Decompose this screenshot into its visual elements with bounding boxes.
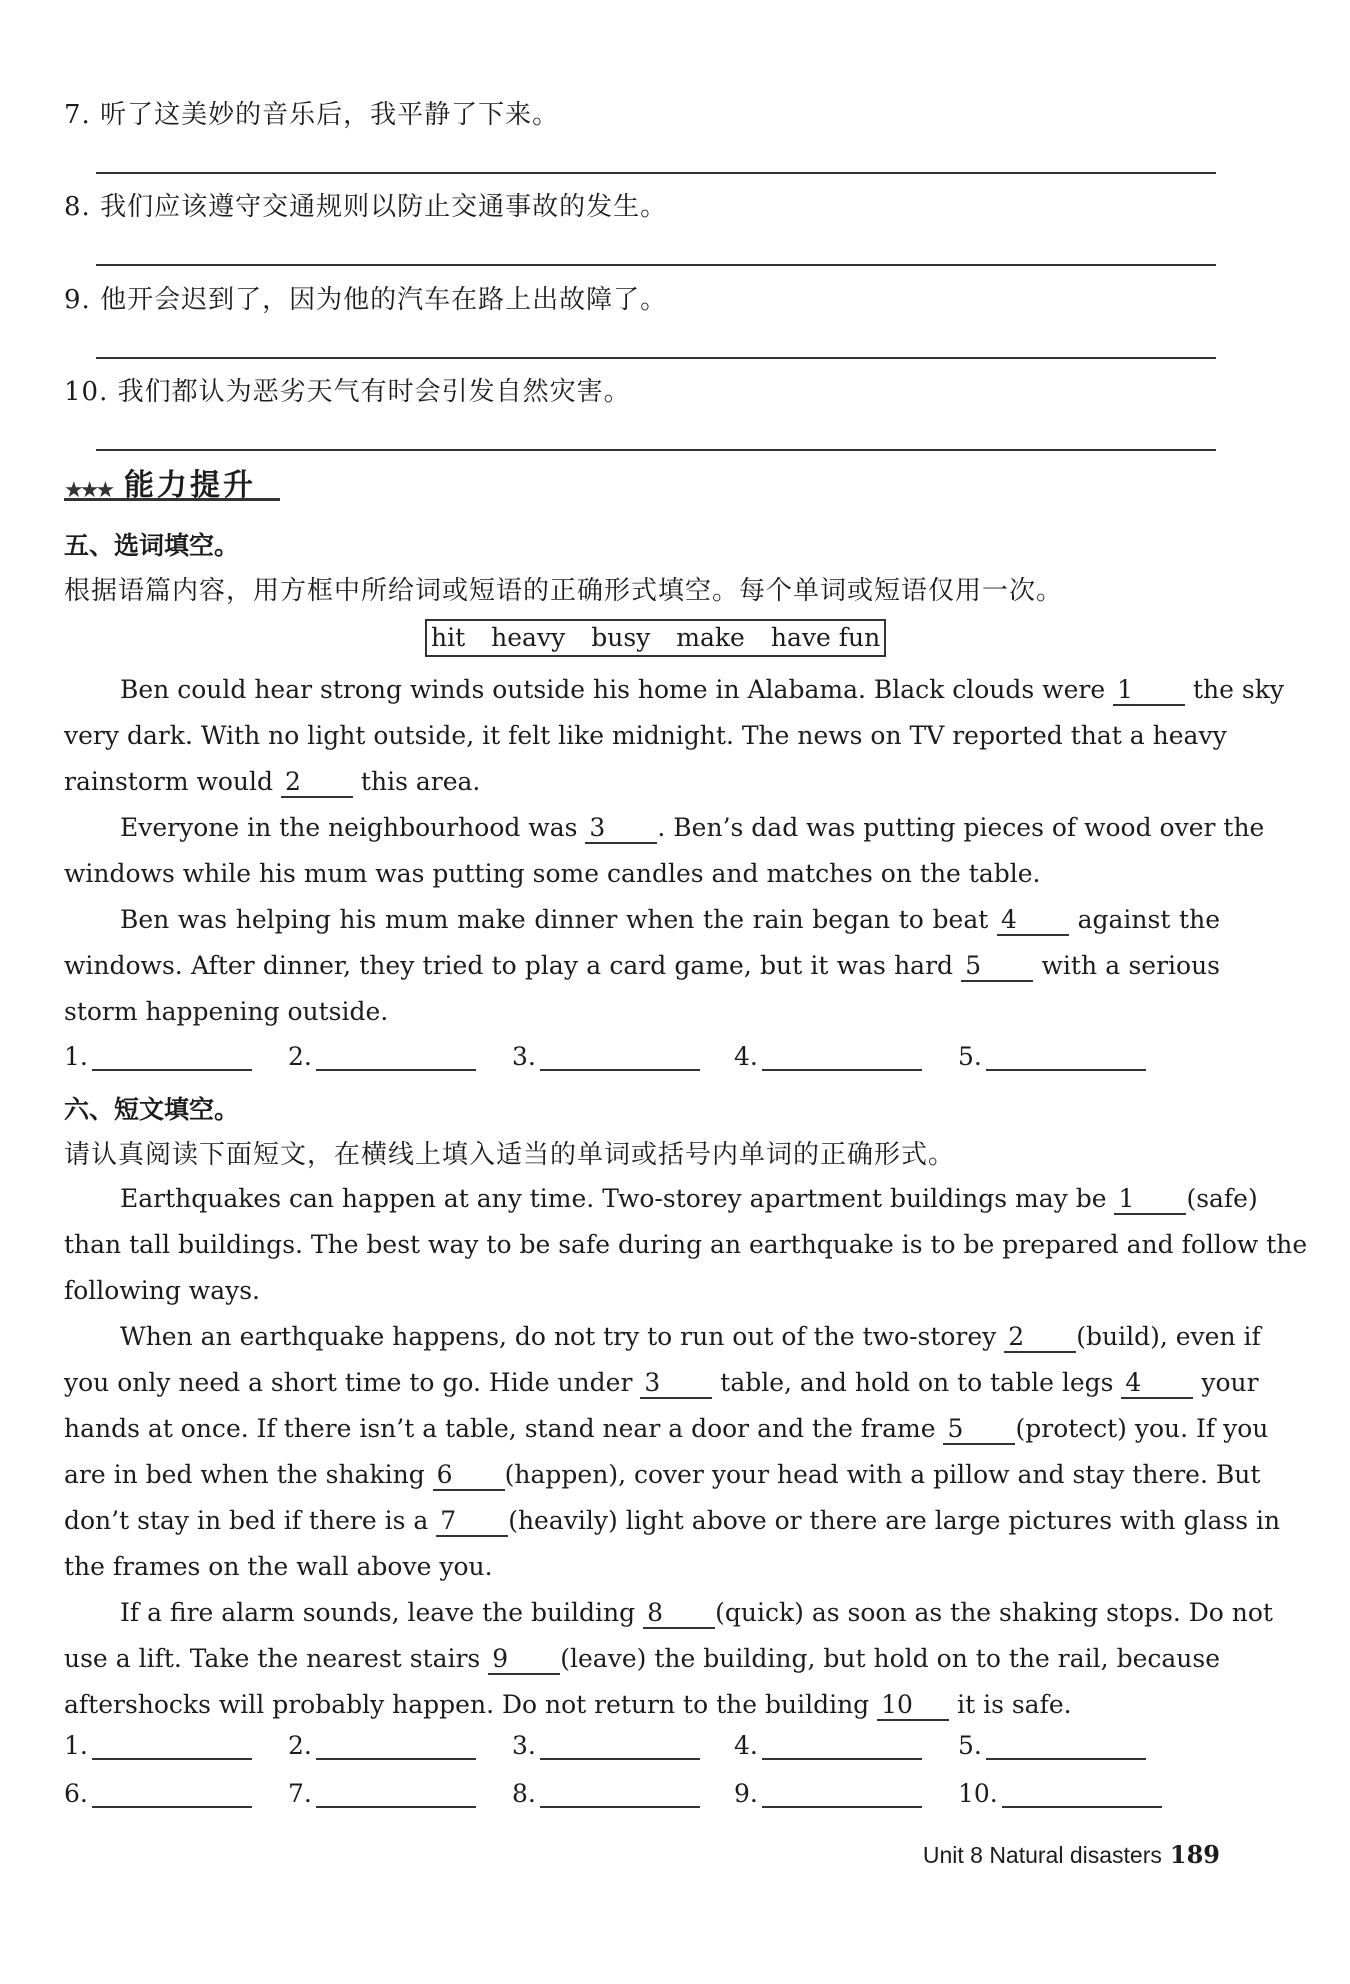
passage-line <box>64 1503 1281 1539</box>
passage-text: When an earthquake happens, do not try to run out of the two-storey <box>120 1322 1005 1351</box>
passage-text: this area. <box>352 767 481 796</box>
answer-line-7[interactable] <box>96 172 1216 174</box>
blank-number[interactable]: 3 <box>585 814 657 844</box>
section-banner <box>64 460 280 504</box>
answer-slot[interactable]: 2. <box>288 1731 476 1760</box>
passage-line <box>120 810 1265 846</box>
passage-line <box>64 1687 1220 1723</box>
banner-title: 能力提升 <box>124 468 256 503</box>
translation-question-10: 10. 我们都认为恶劣天气有时会引发自然灾害。 <box>64 377 631 407</box>
word-box-item: hit <box>431 623 466 652</box>
passage-text: windows. After dinner, they tried to play a card game, but it was hard <box>64 951 962 980</box>
passage-text: you only need a short time to go. Hide under <box>64 1368 641 1397</box>
passage-line <box>64 1411 1269 1447</box>
answer-slot[interactable]: 4. <box>734 1042 922 1071</box>
answer-slot[interactable]: 3. <box>512 1042 700 1071</box>
banner-underline <box>64 498 280 501</box>
page-number: 189 <box>1169 1840 1220 1869</box>
passage-text: (happen), cover your head with a pillow and stay there. But <box>504 1460 1261 1489</box>
passage-line <box>64 1641 1220 1677</box>
passage-text: use a lift. Take the nearest stairs <box>64 1644 489 1673</box>
passage-text: your <box>1193 1368 1259 1397</box>
answer-slot[interactable]: 7. <box>288 1779 476 1808</box>
blank-number[interactable]: 1 <box>1113 676 1185 706</box>
blank-number[interactable]: 1 <box>1114 1185 1186 1215</box>
passage-text: Ben could hear strong winds outside his home in Alabama. Black clouds were <box>120 675 1114 704</box>
answer-slot[interactable]: 1. <box>64 1042 252 1071</box>
answer-slot[interactable]: 6. <box>64 1779 252 1808</box>
word-box-item: have fun <box>770 623 881 652</box>
passage-text: the sky <box>1185 675 1285 704</box>
passage-text: (quick) as soon as the shaking stops. Do not <box>715 1598 1273 1627</box>
word-box-item: busy <box>591 623 651 652</box>
passage-text: the frames on the wall above you. <box>64 1552 493 1581</box>
blank-number[interactable]: 10 <box>877 1691 949 1721</box>
blank-number[interactable]: 3 <box>640 1369 712 1399</box>
page-footer <box>923 1840 1220 1869</box>
passage-text: (safe) <box>1186 1184 1258 1213</box>
section5-instruction: 根据语篇内容，用方框中所给词或短语的正确形式填空。每个单词或短语仅用一次。 <box>64 576 1064 606</box>
passage-line <box>120 1181 1258 1217</box>
translation-question-9: 9. 他开会迟到了，因为他的汽车在路上出故障了。 <box>64 285 668 315</box>
answer-slot[interactable]: 1. <box>64 1731 252 1760</box>
passage-text: storm happening outside. <box>64 997 389 1026</box>
answer-line-8[interactable] <box>96 264 1216 266</box>
answer-line-10[interactable] <box>96 449 1216 451</box>
passage-line <box>64 764 1220 800</box>
passage-line <box>120 672 1285 708</box>
passage-text: than tall buildings. The best way to be safe during an earthquake is to be prepared and follow the <box>64 1230 1308 1259</box>
passage-text: (protect) you. If you <box>1015 1414 1269 1443</box>
passage-text: Earthquakes can happen at any time. Two-storey apartment buildings may be <box>120 1184 1115 1213</box>
answer-slot[interactable]: 5. <box>958 1042 1146 1071</box>
section6-heading: 六、短文填空。 <box>64 1095 240 1124</box>
answer-slot[interactable]: 9. <box>734 1779 922 1808</box>
passage-text: (heavily) light above or there are large pictures with glass in <box>508 1506 1281 1535</box>
section5-heading: 五、选词填空。 <box>64 531 240 560</box>
passage-line <box>120 1319 1261 1355</box>
section6-instruction: 请认真阅读下面短文，在横线上填入适当的单词或括号内单词的正确形式。 <box>64 1140 956 1170</box>
passage-text: . Ben’s dad was putting pieces of wood over the <box>657 813 1265 842</box>
passage-text: (build), even if <box>1076 1322 1261 1351</box>
passage-text: aftershocks will probably happen. Do not return to the building <box>64 1690 878 1719</box>
answer-slot[interactable]: 10. <box>958 1779 1162 1808</box>
passage-line <box>64 718 1227 754</box>
passage-text: against the <box>1068 905 1220 934</box>
passage-text: with a serious <box>1033 951 1220 980</box>
answer-slot[interactable]: 4. <box>734 1731 922 1760</box>
passage-text: rainstorm would <box>64 767 281 796</box>
passage-line <box>64 1227 1308 1263</box>
answer-slot[interactable]: 2. <box>288 1042 476 1071</box>
passage-text: are in bed when the shaking <box>64 1460 433 1489</box>
word-box <box>425 619 886 657</box>
passage-line <box>64 1457 1261 1493</box>
passage-text: it is safe. <box>949 1690 1072 1719</box>
passage-line <box>64 994 1220 1030</box>
blank-number[interactable]: 7 <box>436 1507 508 1537</box>
unit-title: Unit 8 Natural disasters <box>922 1842 1162 1868</box>
passage-line <box>120 1595 1273 1631</box>
passage-text: (leave) the building, but hold on to the rail, because <box>560 1644 1221 1673</box>
blank-number[interactable]: 2 <box>1004 1323 1076 1353</box>
passage-text: If a fire alarm sounds, leave the building <box>120 1598 644 1627</box>
blank-number[interactable]: 6 <box>433 1461 505 1491</box>
blank-number[interactable]: 8 <box>643 1599 715 1629</box>
passage-line <box>64 948 1220 984</box>
passage-text: following ways. <box>64 1276 260 1305</box>
answer-slot[interactable]: 3. <box>512 1731 700 1760</box>
word-box-item: heavy <box>491 623 566 652</box>
blank-number[interactable]: 5 <box>961 952 1033 982</box>
passage-text: table, and hold on to table legs <box>712 1368 1122 1397</box>
answer-slot[interactable]: 8. <box>512 1779 700 1808</box>
passage-line <box>64 1549 1220 1585</box>
blank-number[interactable]: 9 <box>488 1645 560 1675</box>
translation-question-8: 8. 我们应该遵守交通规则以防止交通事故的发生。 <box>64 192 668 222</box>
passage-text: Ben was helping his mum make dinner when the rain began to beat <box>120 905 997 934</box>
passage-text: don’t stay in bed if there is a <box>64 1506 437 1535</box>
blank-number[interactable]: 4 <box>997 906 1069 936</box>
passage-text: Everyone in the neighbourhood was <box>120 813 586 842</box>
passage-line <box>64 1365 1259 1401</box>
blank-number[interactable]: 2 <box>281 768 353 798</box>
blank-number[interactable]: 4 <box>1121 1369 1193 1399</box>
passage-text: very dark. With no light outside, it felt like midnight. The news on TV reported that a heavy <box>64 721 1227 750</box>
stars-icon: ★★★ <box>64 478 112 503</box>
passage-text: windows while his mum was putting some candles and matches on the table. <box>64 859 1041 888</box>
passage-line <box>64 1273 1220 1309</box>
translation-question-7: 7. 听了这美妙的音乐后，我平静了下来。 <box>64 100 560 130</box>
answer-slot[interactable]: 5. <box>958 1731 1146 1760</box>
passage-line <box>64 856 1220 892</box>
blank-number[interactable]: 5 <box>943 1415 1015 1445</box>
word-box-item: make <box>676 623 745 652</box>
passage-text: hands at once. If there isn’t a table, stand near a door and the frame <box>64 1414 944 1443</box>
answer-line-9[interactable] <box>96 357 1216 359</box>
passage-line <box>120 902 1220 938</box>
